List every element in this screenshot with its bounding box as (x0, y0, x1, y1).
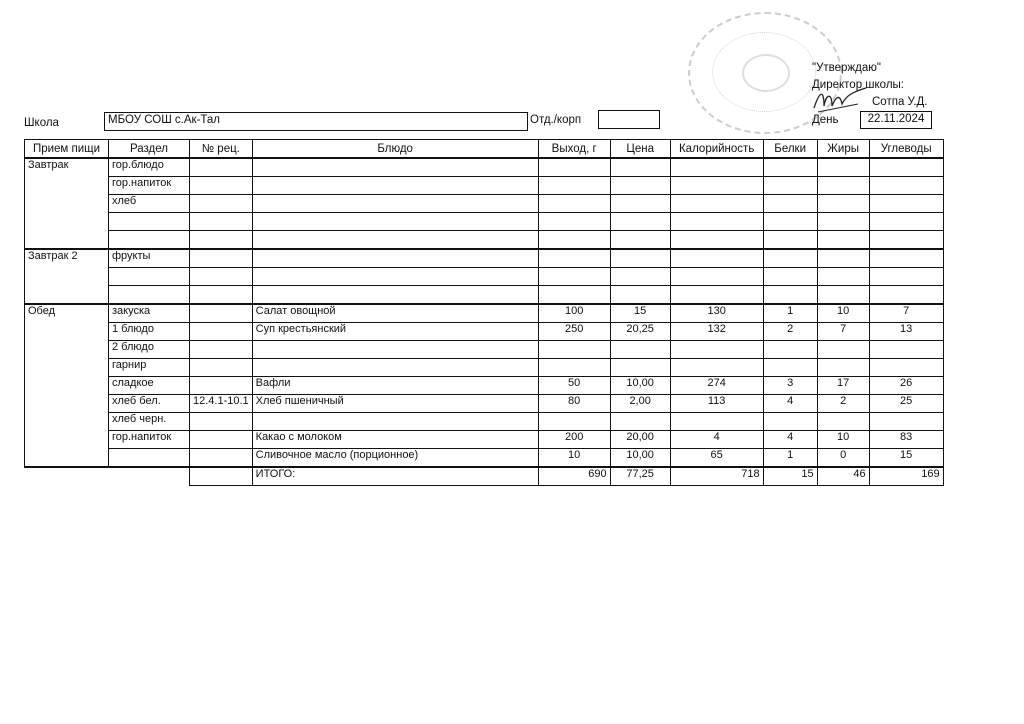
price-cell (610, 286, 670, 305)
price-cell (610, 341, 670, 359)
dish-cell: Сливочное масло (порционное) (252, 449, 538, 468)
director-label: Директор школы: (812, 79, 904, 91)
protein-cell (763, 195, 817, 213)
total-kcal-cell: 718 (670, 467, 763, 486)
col-header-section: Раздел (109, 140, 190, 159)
recipe-cell (190, 413, 253, 431)
fat-cell (817, 158, 869, 177)
dish-cell (252, 231, 538, 250)
price-cell: 20,00 (610, 431, 670, 449)
protein-cell (763, 359, 817, 377)
protein-cell: 1 (763, 304, 817, 323)
carbs-cell: 26 (869, 377, 943, 395)
dish-cell (252, 286, 538, 305)
kcal-cell (670, 286, 763, 305)
table-row (25, 304, 944, 323)
kcal-cell: 113 (670, 395, 763, 413)
dish-cell (252, 413, 538, 431)
section-cell: гор.блюдо (109, 158, 190, 177)
fat-cell (817, 268, 869, 286)
protein-cell (763, 213, 817, 231)
price-cell: 10,00 (610, 377, 670, 395)
protein-cell (763, 341, 817, 359)
price-cell (610, 231, 670, 250)
table-row (25, 213, 944, 231)
carbs-cell (869, 213, 943, 231)
section-cell (109, 213, 190, 231)
dish-cell (252, 359, 538, 377)
fat-cell (817, 249, 869, 268)
date-field: 22.11.2024 (860, 111, 932, 129)
total-price-cell: 77,25 (610, 467, 670, 486)
total-recipe-cell (190, 467, 253, 486)
recipe-cell (190, 213, 253, 231)
kcal-cell: 4 (670, 431, 763, 449)
kcal-cell: 130 (670, 304, 763, 323)
dept-label: Отд./корп (530, 114, 582, 126)
weight-cell: 50 (538, 377, 610, 395)
recipe-cell (190, 431, 253, 449)
fat-cell: 10 (817, 304, 869, 323)
col-header-kcal: Калорийность (670, 140, 763, 159)
recipe-cell (190, 231, 253, 250)
total-spacer (109, 467, 190, 486)
section-cell: хлеб (109, 195, 190, 213)
table-header-row (25, 140, 944, 159)
total-weight-cell: 690 (538, 467, 610, 486)
price-cell (610, 213, 670, 231)
fat-cell: 0 (817, 449, 869, 468)
price-cell (610, 177, 670, 195)
protein-cell: 4 (763, 431, 817, 449)
dish-cell: Суп крестьянский (252, 323, 538, 341)
weight-cell: 250 (538, 323, 610, 341)
weight-cell (538, 286, 610, 305)
carbs-cell: 25 (869, 395, 943, 413)
section-cell: 1 блюдо (109, 323, 190, 341)
col-header-fat: Жиры (817, 140, 869, 159)
section-cell (109, 286, 190, 305)
fat-cell: 10 (817, 431, 869, 449)
kcal-cell: 274 (670, 377, 763, 395)
col-header-recipe: № рец. (190, 140, 253, 159)
protein-cell (763, 286, 817, 305)
carbs-cell (869, 249, 943, 268)
total-label-cell: ИТОГО: (252, 467, 538, 486)
kcal-cell: 65 (670, 449, 763, 468)
table-row (25, 341, 944, 359)
kcal-cell (670, 177, 763, 195)
meal-name-cell: Обед (25, 304, 109, 467)
section-cell: хлеб черн. (109, 413, 190, 431)
carbs-cell (869, 268, 943, 286)
carbs-cell (869, 359, 943, 377)
carbs-cell (869, 158, 943, 177)
table-row (25, 195, 944, 213)
weight-cell (538, 177, 610, 195)
protein-cell (763, 177, 817, 195)
fat-cell (817, 341, 869, 359)
fat-cell (817, 213, 869, 231)
section-cell: хлеб бел. (109, 395, 190, 413)
total-carbs-cell: 169 (869, 467, 943, 486)
price-cell (610, 413, 670, 431)
carbs-cell (869, 195, 943, 213)
total-row (25, 467, 944, 486)
kcal-cell (670, 158, 763, 177)
approve-text: "Утверждаю" (812, 62, 881, 74)
price-cell (610, 158, 670, 177)
recipe-cell: 12.4.1-10.1 (190, 395, 253, 413)
meal-name-cell: Завтрак 2 (25, 249, 109, 304)
table-row (25, 413, 944, 431)
carbs-cell: 83 (869, 431, 943, 449)
school-label: Школа (24, 117, 59, 129)
kcal-cell (670, 213, 763, 231)
weight-cell: 80 (538, 395, 610, 413)
total-spacer (25, 467, 109, 486)
price-cell (610, 195, 670, 213)
dish-cell: Вафли (252, 377, 538, 395)
kcal-cell (670, 359, 763, 377)
carbs-cell (869, 341, 943, 359)
dish-cell: Салат овощной (252, 304, 538, 323)
recipe-cell (190, 268, 253, 286)
price-cell: 2,00 (610, 395, 670, 413)
table-row (25, 268, 944, 286)
fat-cell (817, 286, 869, 305)
carbs-cell (869, 413, 943, 431)
kcal-cell: 132 (670, 323, 763, 341)
recipe-cell (190, 449, 253, 468)
table-row (25, 377, 944, 395)
col-header-meal: Прием пищи (25, 140, 109, 159)
section-cell: гор.напиток (109, 431, 190, 449)
recipe-cell (190, 249, 253, 268)
dish-cell (252, 341, 538, 359)
carbs-cell (869, 231, 943, 250)
dish-cell (252, 195, 538, 213)
weight-cell (538, 231, 610, 250)
price-cell (610, 249, 670, 268)
carbs-cell (869, 177, 943, 195)
section-cell: 2 блюдо (109, 341, 190, 359)
dish-cell (252, 158, 538, 177)
kcal-cell (670, 341, 763, 359)
recipe-cell (190, 286, 253, 305)
protein-cell (763, 158, 817, 177)
kcal-cell (670, 268, 763, 286)
table-row (25, 431, 944, 449)
dish-cell: Хлеб пшеничный (252, 395, 538, 413)
recipe-cell (190, 195, 253, 213)
recipe-cell (190, 323, 253, 341)
dish-cell: Какао с молоком (252, 431, 538, 449)
kcal-cell (670, 249, 763, 268)
menu-table (24, 139, 944, 486)
kcal-cell (670, 195, 763, 213)
weight-cell: 100 (538, 304, 610, 323)
total-fat-cell: 46 (817, 467, 869, 486)
meal-name-cell: Завтрак (25, 158, 109, 249)
fat-cell (817, 413, 869, 431)
recipe-cell (190, 377, 253, 395)
weight-cell (538, 249, 610, 268)
table-row (25, 249, 944, 268)
dish-cell (252, 213, 538, 231)
fat-cell (817, 231, 869, 250)
weight-cell (538, 268, 610, 286)
carbs-cell: 7 (869, 304, 943, 323)
protein-cell (763, 231, 817, 250)
carbs-cell (869, 286, 943, 305)
section-cell (109, 268, 190, 286)
weight-cell (538, 158, 610, 177)
col-header-carbs: Углеводы (869, 140, 943, 159)
weight-cell (538, 359, 610, 377)
school-name-field: МБОУ СОШ с.Ак-Тал (104, 112, 528, 131)
protein-cell (763, 268, 817, 286)
fat-cell (817, 195, 869, 213)
price-cell: 15 (610, 304, 670, 323)
fat-cell: 2 (817, 395, 869, 413)
fat-cell (817, 359, 869, 377)
recipe-cell (190, 158, 253, 177)
weight-cell: 200 (538, 431, 610, 449)
recipe-cell (190, 304, 253, 323)
section-cell: гарнир (109, 359, 190, 377)
table-row (25, 323, 944, 341)
kcal-cell (670, 231, 763, 250)
section-cell: гор.напиток (109, 177, 190, 195)
table-row (25, 286, 944, 305)
day-label: День (812, 114, 839, 126)
dish-cell (252, 268, 538, 286)
carbs-cell: 15 (869, 449, 943, 468)
recipe-cell (190, 177, 253, 195)
price-cell: 20,25 (610, 323, 670, 341)
table-row (25, 359, 944, 377)
dish-cell (252, 177, 538, 195)
col-header-protein: Белки (763, 140, 817, 159)
table-row (25, 231, 944, 250)
protein-cell (763, 413, 817, 431)
protein-cell: 2 (763, 323, 817, 341)
fat-cell (817, 177, 869, 195)
fat-cell: 17 (817, 377, 869, 395)
table-row (25, 449, 944, 468)
weight-cell (538, 413, 610, 431)
price-cell: 10,00 (610, 449, 670, 468)
table-row (25, 395, 944, 413)
kcal-cell (670, 413, 763, 431)
weight-cell (538, 213, 610, 231)
col-header-weight: Выход, г (538, 140, 610, 159)
protein-cell: 4 (763, 395, 817, 413)
col-header-dish: Блюдо (252, 140, 538, 159)
weight-cell (538, 341, 610, 359)
dept-field (598, 110, 660, 129)
dish-cell (252, 249, 538, 268)
section-cell: закуска (109, 304, 190, 323)
weight-cell (538, 195, 610, 213)
table-row (25, 158, 944, 177)
carbs-cell: 13 (869, 323, 943, 341)
section-cell: фрукты (109, 249, 190, 268)
protein-cell (763, 249, 817, 268)
recipe-cell (190, 341, 253, 359)
col-header-price: Цена (610, 140, 670, 159)
protein-cell: 3 (763, 377, 817, 395)
price-cell (610, 268, 670, 286)
section-cell: сладкое (109, 377, 190, 395)
weight-cell: 10 (538, 449, 610, 468)
fat-cell: 7 (817, 323, 869, 341)
director-name: Сотпа У.Д. (872, 96, 928, 108)
section-cell (109, 231, 190, 250)
price-cell (610, 359, 670, 377)
table-row (25, 177, 944, 195)
section-cell (109, 449, 190, 468)
total-protein-cell: 15 (763, 467, 817, 486)
protein-cell: 1 (763, 449, 817, 468)
recipe-cell (190, 359, 253, 377)
